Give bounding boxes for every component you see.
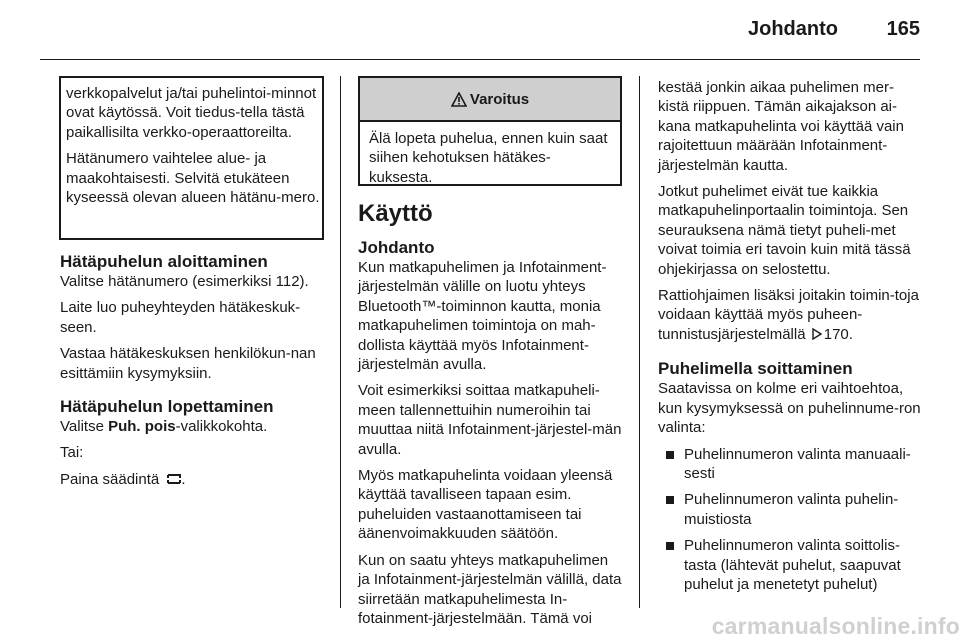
paragraph — [60, 417, 328, 436]
info-box-paragraph: verkkopalvelut ja/tai puhelintoi-minnot ovat käytössä. Voit tiedus-tella tästä paikallisilta verkko-operaattoreilta. — [66, 85, 317, 141]
list-item-text: Puhelinnumeron valinta puhelin-muistiosta — [684, 491, 899, 528]
paragraph: Kun on saatu yhteys matkapuhelimen ja Infotainment-järjestelmän välillä, data siirretään matkapuhelimesta In-fotainment-järjestelmään. Tämä voi — [358, 551, 622, 627]
list-item-text: Puhelinnumeron valinta soittolis-tasta (lähtevät puhelut, saapuvat puhelut ja menetetyt puhelut) — [684, 537, 901, 593]
column-divider-2 — [639, 76, 640, 608]
paragraph: Myös matkapuhelinta voidaan yleensä käyttää tavalliseen tapaan esim. puheluiden vastaanottamiseen tai äänenvoimakkuuden säätöön. — [358, 467, 613, 543]
heading-emergency-stop: Hätäpuhelun lopettaminen — [60, 397, 274, 417]
text: -valikkokohta. — [175, 418, 268, 436]
warning-header — [360, 78, 620, 122]
page-reference-icon — [812, 326, 822, 345]
list-item — [658, 490, 923, 529]
paragraph: Voit esimerkiksi soittaa matkapuheli-meen tallennettuihin numeroihin tai muuttaa niitä Infotainment-järjestel-män avulla. — [358, 382, 622, 458]
paragraph: Saatavissa on kolme eri vaihtoehtoa, kun kysymyksessä on puhelinnume-ron valinta: — [658, 380, 921, 437]
paragraph: Valitse hätänumero (esimerkiksi 112). — [60, 273, 309, 290]
bullet-icon — [666, 542, 674, 550]
list-item-text: Puhelinnumeron valinta manuaali-sesti — [684, 445, 911, 482]
column-2 — [358, 200, 623, 635]
heading-usage: Käyttö — [358, 200, 433, 227]
paragraph: Tai: — [60, 444, 84, 462]
list-item — [658, 445, 923, 484]
warning-text: Älä lopeta puhelua, ennen kuin saat siihen kehotuksen hätäkes-kuksesta. — [369, 130, 608, 186]
warning-icon — [451, 92, 467, 107]
menu-item-name: Puh. pois — [108, 418, 176, 436]
warning-box — [358, 76, 622, 186]
header-rule — [40, 59, 920, 60]
bullet-icon — [666, 496, 674, 504]
text: Rattiohjaimen lisäksi joitakin toimin-toja voidaan käyttää myös puheen-tunnistusjärjestelmällä — [658, 287, 919, 343]
bullet-icon — [666, 451, 674, 459]
page-number: 165 — [886, 18, 920, 40]
warning-title: Varoitus — [469, 90, 530, 108]
paragraph: Laite luo puheyhteyden hätäkeskuk-seen. — [60, 299, 301, 336]
section-title: Johdanto — [748, 18, 838, 40]
column-1 — [60, 252, 328, 498]
paragraph: Kun matkapuhelimen ja Infotainment-järjestelmän välille on luotu yhteys Bluetooth™-toiminnon kautta, monia matkapuhelimen toimintoja on mah-dollista käyttää myös Infotainment-järjestelmän avulla. — [358, 259, 607, 374]
heading-emergency-start: Hätäpuhelun aloittaminen — [60, 252, 268, 271]
paragraph: Paina säädintä . — [60, 470, 328, 491]
column-divider-1 — [340, 76, 341, 608]
paragraph: kestää jonkin aikaa puhelimen mer-kistä riippuen. Tämän aikajakson ai-kana matkapuhelinta voi käyttää vain rajoitettuun määrään Infotainment-järjestelmän kautta. — [658, 79, 904, 174]
column-3 — [658, 78, 923, 601]
page-reference[interactable]: 170. — [823, 325, 853, 343]
watermark: carmanualsonline.info — [711, 613, 960, 639]
page-header — [40, 18, 920, 44]
text: Paina säädintä — [60, 470, 160, 488]
info-box-paragraph: Hätänumero vaihtelee alue- ja maakohtaisesti. Selvitä etukäteen kyseessä olevan alueen hätänu-mero. — [66, 150, 320, 207]
info-box — [59, 76, 324, 240]
heading-intro: Johdanto — [358, 238, 435, 257]
hang-up-control-icon — [167, 472, 181, 491]
heading-phone-call: Puhelimella soittaminen — [658, 359, 853, 379]
paragraph: Vastaa hätäkeskuksen henkilökun-nan esittämiin kysymyksiin. — [60, 345, 316, 382]
list-item — [658, 536, 923, 594]
paragraph: Jotkut puhelimet eivät tue kaikkia matkapuhelinportaalin toimintoja. Sen seurauksena nämä tietyt puheli-met voivat toimia eri tavoin kuin mitä tässä ohjekirjassa on selostettu. — [658, 183, 911, 278]
paragraph — [658, 286, 923, 345]
text: Valitse — [60, 418, 109, 436]
